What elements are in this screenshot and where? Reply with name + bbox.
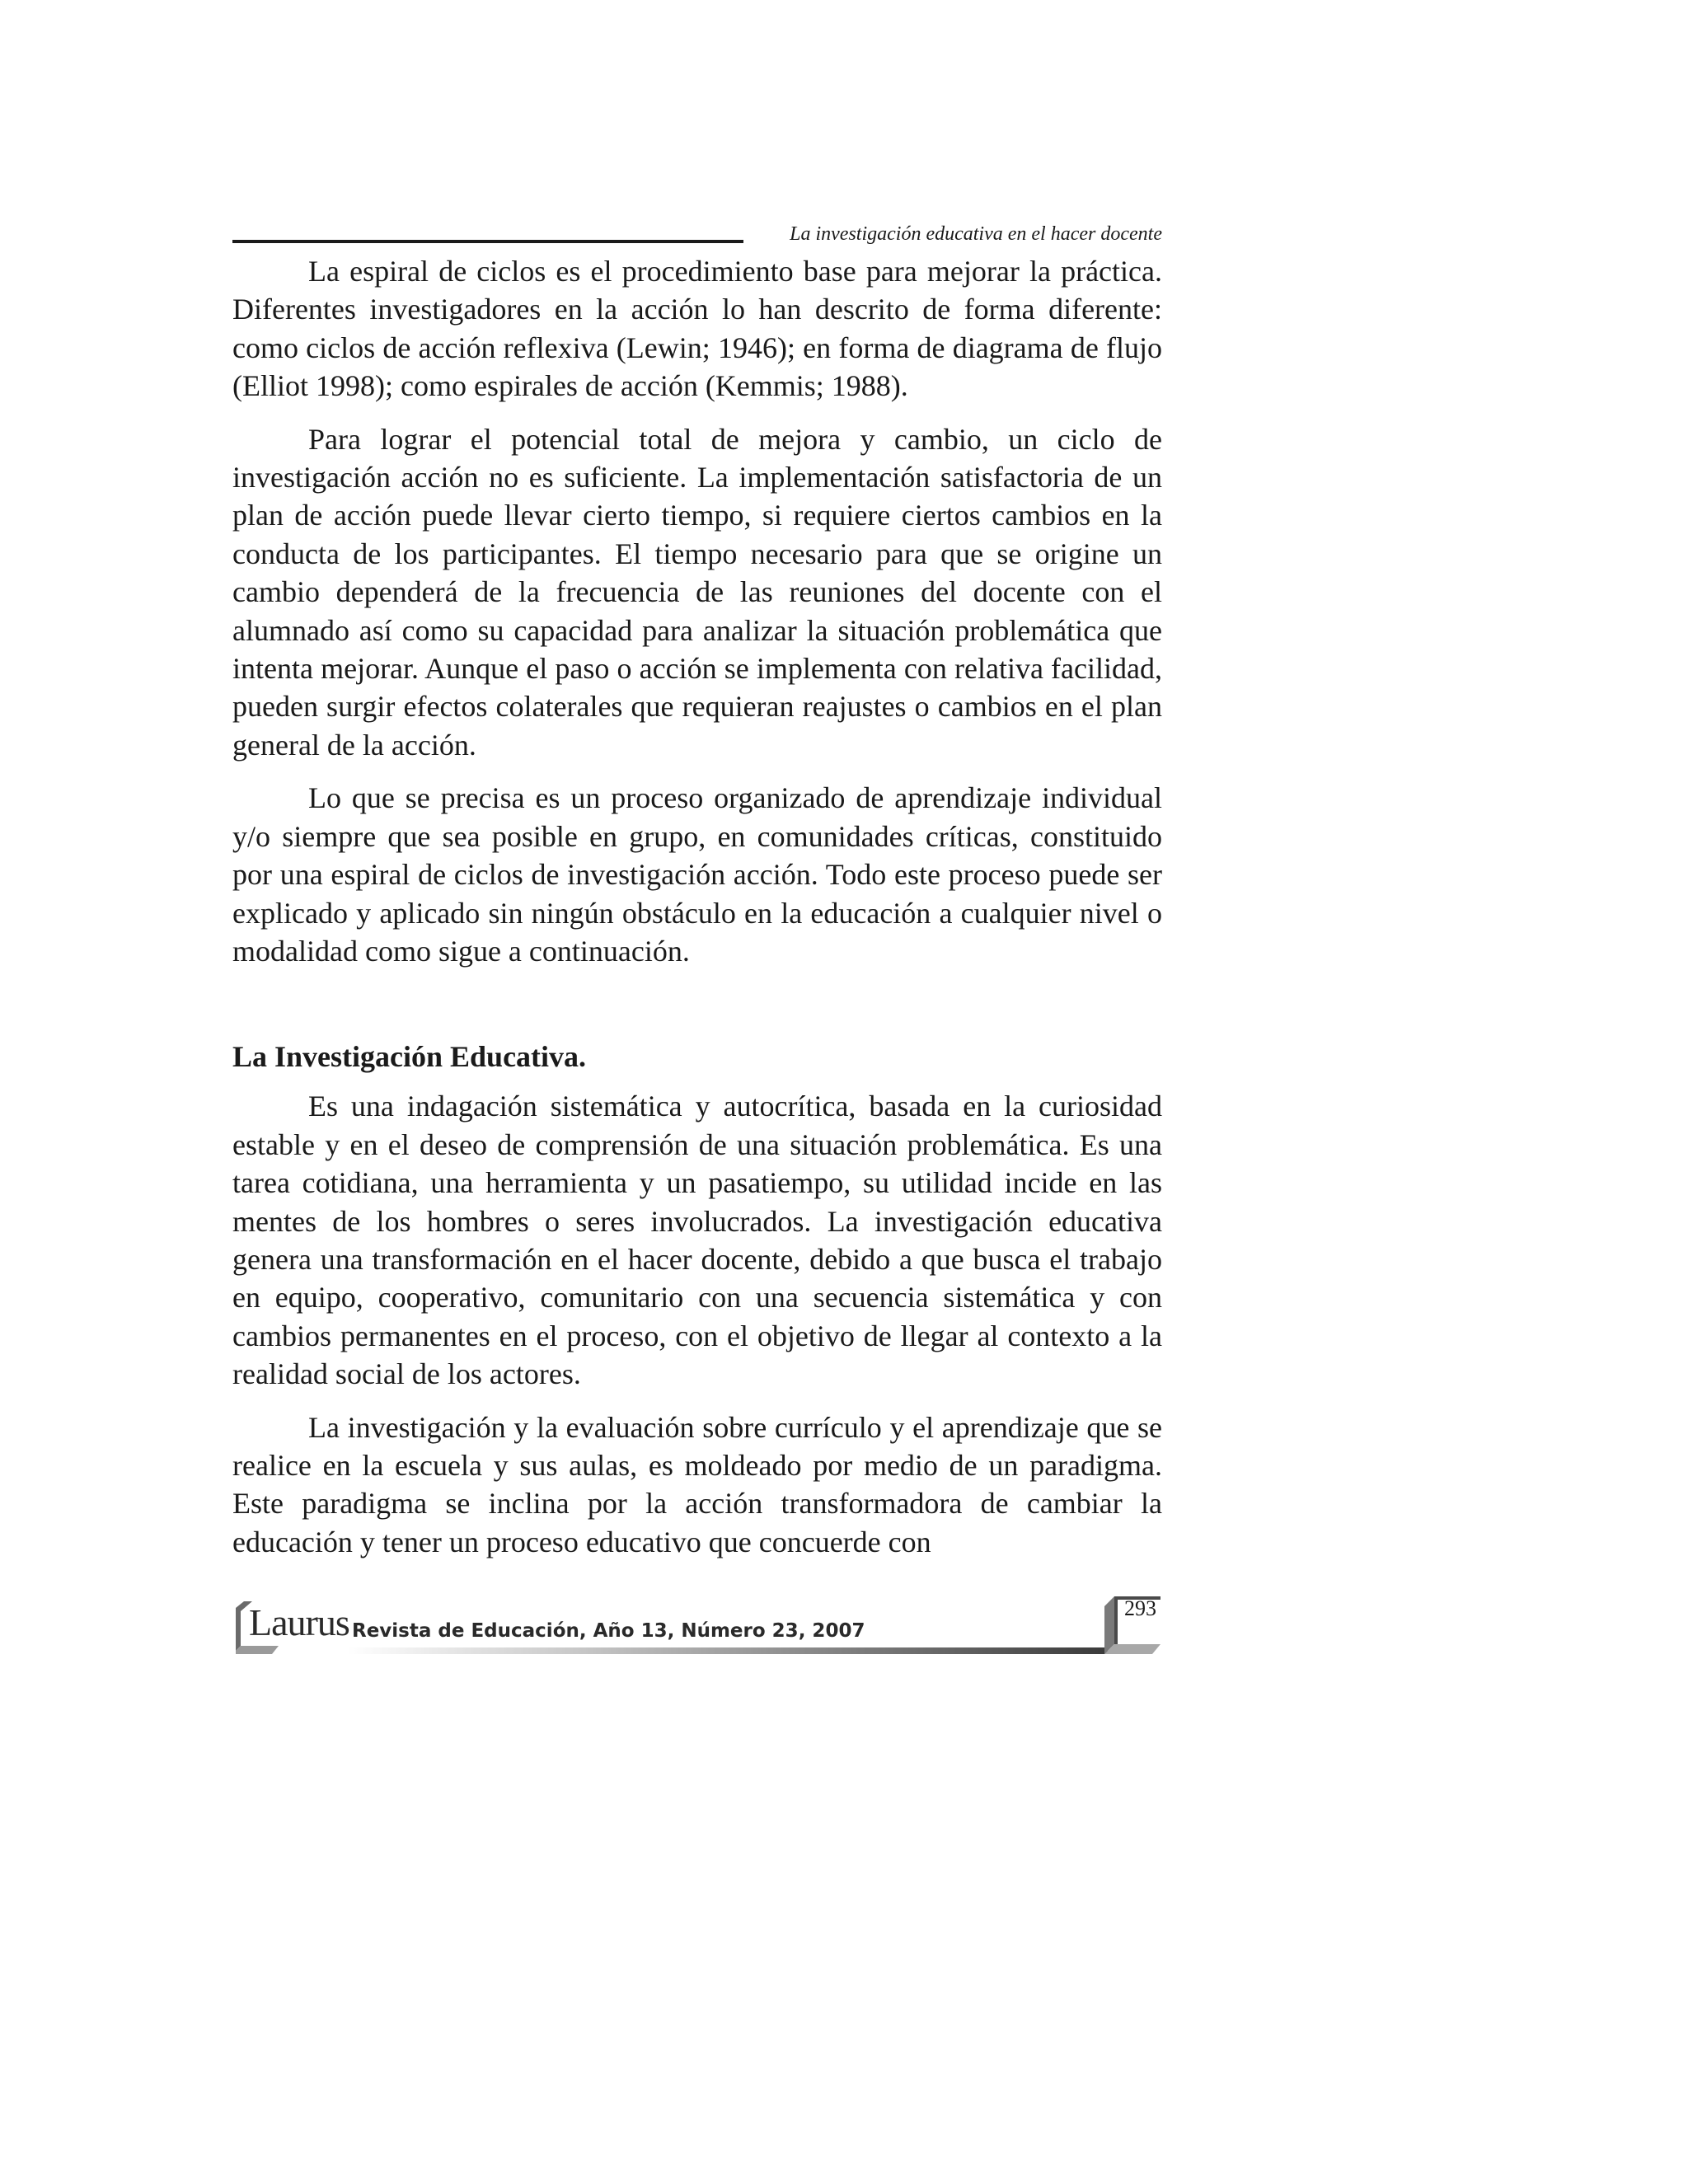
- paragraph: Es una indagación sistemática y autocrítica, basada en la curiosidad estable y en el deseo de comprensión de una situación problemática. Es una tarea cotidiana, una herramienta y un pasatiempo, su utilidad incide en las mentes de los hombres o seres involucrados. La investigación educativa genera una transformación en el hacer docente, debido a que busca el trabajo en equipo, cooperativo, comunitario con una secuencia sistemática y con cambios permanentes en el proceso, con el objetivo de llegar al contexto a la realidad social de los actores.: [232, 1090, 1162, 1391]
- paragraph: La investigación y la evaluación sobre currículo y el aprendizaje que se realice en la escuela y sus aulas, es moldeado por medio de un paradigma. Este paradigma se inclina por la acción transformadora de cambiar la educación y tener un proceso educativo que concuerde con: [232, 1410, 1162, 1558]
- page-number: 293: [1124, 1596, 1156, 1620]
- journal-logo: Laurus: [249, 1601, 349, 1643]
- paragraph: Lo que se precisa es un proceso organizado de aprendizaje individual y/o siempre que sea posible en grupo, en comunidades críticas, constituido por una espiral de ciclos de investigación acción. Todo este proceso puede ser explicado y aplicado sin ningún obstáculo en la educación a cualquier nivel o modalidad como sigue a continuación.: [232, 781, 1162, 968]
- page-footer: [232, 1595, 1162, 1661]
- paragraph: Para lograr el potencial total de mejora y cambio, un ciclo de investigación acción no es suficiente. La implementación satisfactoria de un plan de acción puede llevar cierto tiempo, si requiere ciertos cambios en la conducta de los participantes. El tiempo necesario para que se origine un cambio dependerá de la frecuencia de las reuniones del docente con el alumnado así como su capacidad para analizar la situación problemática que intenta mejorar. Aunque el paso o acción se implementa con relativa facilidad, pueden surgir efectos colaterales que requieran reajustes o cambios en el plan general de la acción.: [232, 422, 1162, 762]
- journal-citation: Revista de Educación, Año 13, Número 23, 2007: [352, 1620, 865, 1642]
- article-body: [232, 252, 1162, 1576]
- header-rule: [232, 240, 743, 243]
- running-header: La investigación educativa en el hacer docente: [790, 223, 1162, 245]
- section-heading: La Investigación Educativa.: [232, 1040, 587, 1074]
- paragraph: La espiral de ciclos es el procedimiento base para mejorar la práctica. Diferentes investigadores en la acción lo han descrito de forma diferente: como ciclos de acción reflexiva (Lewin; 1946); en forma de diagrama de flujo (Elliot 1998); como espirales de acción (Kemmis; 1988).: [232, 255, 1162, 403]
- footer-bar: [348, 1647, 1108, 1654]
